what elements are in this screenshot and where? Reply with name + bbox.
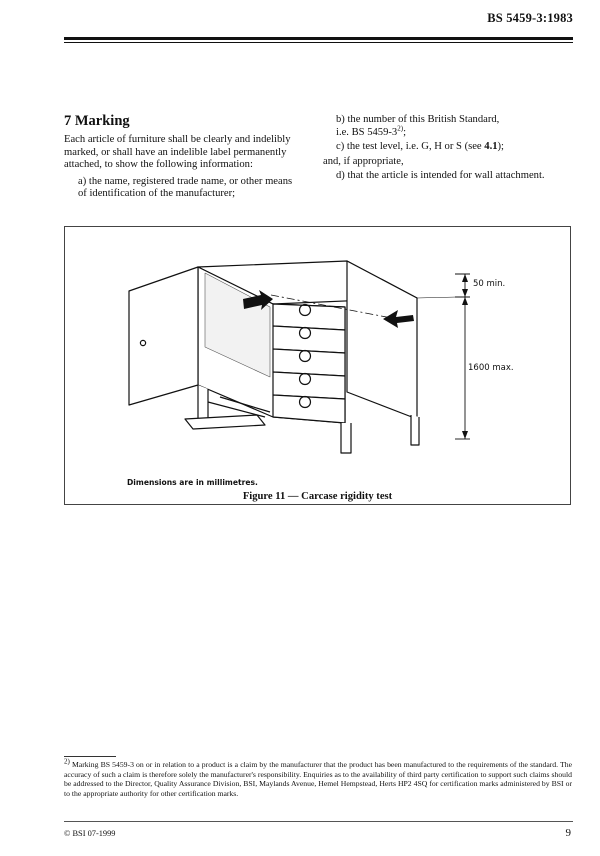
header-rule-thick [64,37,573,40]
list-item-b [323,114,553,139]
list-item-d: d) that the article is intended for wall attachment. [336,170,545,182]
right-column [323,114,553,185]
dimension-top-label: 50 min. [473,279,506,289]
list-item-c-text: c) the test level, i.e. G, H or S (see [336,141,485,153]
figure-caption: Figure 11 — Carcase rigidity test [242,491,393,502]
list-item-b-line2: i.e. BS 5459-3 [336,126,398,138]
list-item-b-end: ; [403,126,407,138]
list-item-c [323,141,553,154]
page-header-title: BS 5459-3:1983 [487,11,573,25]
dimension-top-ticks [455,274,470,297]
drawer-stack [273,304,345,423]
left-column [64,113,296,201]
footer-copyright: © BSI 07-1999 [64,829,116,838]
footnote [64,757,573,798]
base-stop [185,415,265,429]
leg-front-right [341,423,351,453]
and-if-appropriate: and, if appropriate, [323,155,404,167]
marking-intro: Each article of furniture shall be clearly and indelibly marked, or shall have an indelible label permanently attached, to show the following information: [64,134,291,171]
header-rule-thin [64,42,573,43]
footnote-text: Marking BS 5459-3 on or in relation to a product is a claim by the manufacturer that the product has been manufactured to the requirements of the standard. The accuracy of such a claim is therefore solely the manufacturer's responsibility. Enquiries as to the availability of third party certification to support such claims should be addressed to the Director, Quality Assurance Division, BSI, Maylands Avenue, Hemel Hempstead, Herts HP2 4SQ for certification marks administered by BSI or to the appropriate authority for other certification marks. [64,760,573,798]
list-item-c-end: ); [497,141,505,153]
cabinet-right-side [347,261,417,419]
list-item-b-line1: b) the number of this British Standard, [336,114,500,125]
footnote-rule [64,756,116,757]
footnote-marker: 2) [64,757,70,766]
dimension-side-label: 1600 max. [468,363,514,373]
footer-rule [64,821,573,822]
page-number: 9 [565,827,571,839]
figure-box [64,226,571,505]
footnote-ref: 2) [397,124,404,133]
open-door [129,267,198,405]
leg-back-right [411,415,419,445]
carcase-rigidity-illustration [65,227,570,504]
section-heading: 7 Marking [64,113,130,129]
dimensions-note: Dimensions are in millimetres. [127,478,258,487]
clause-ref: 4.1 [484,141,498,153]
list-item-a: a) the name, registered trade name, or other means of identification of the manufacturer; [78,175,293,200]
